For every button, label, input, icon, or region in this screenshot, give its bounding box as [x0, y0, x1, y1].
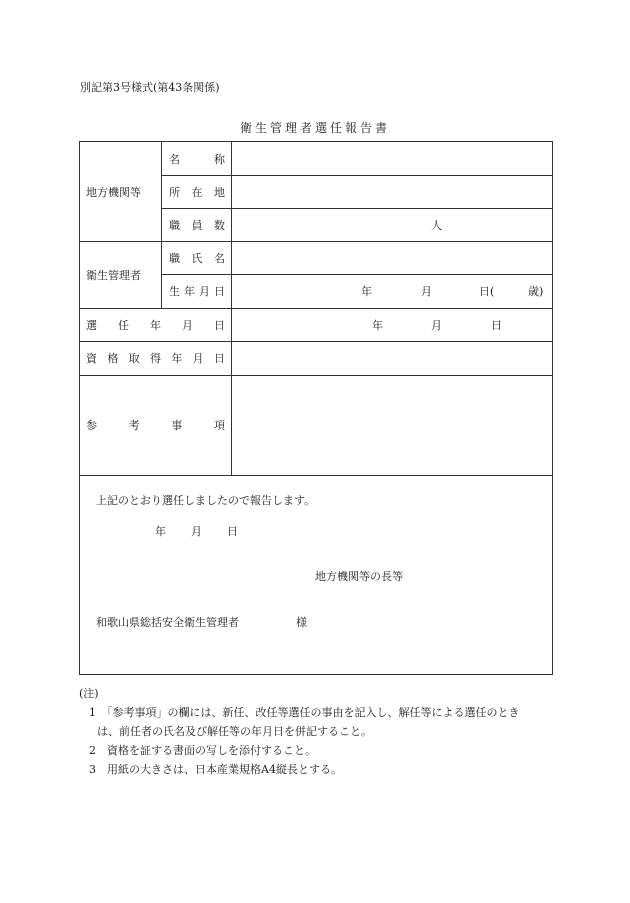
label-staff-count — [169, 208, 225, 241]
report-form — [79, 141, 553, 675]
label-char: 氏 — [191, 251, 203, 265]
label-address — [169, 175, 225, 208]
label-char: 選 — [86, 318, 97, 332]
recipient-honorific: 様 — [296, 616, 307, 629]
report-date-year: 年 — [155, 525, 166, 538]
label-char: 日 — [213, 352, 225, 365]
appoint-day: 日 — [491, 318, 502, 332]
birth-month: 月 — [421, 285, 432, 298]
label-reference — [86, 375, 225, 475]
label-char: 任 — [118, 318, 129, 332]
label-char: 数 — [214, 218, 225, 232]
label-char: 月 — [192, 352, 204, 365]
label-char: 月 — [199, 285, 210, 298]
label-char: 考 — [128, 419, 140, 432]
column-divider — [231, 142, 232, 475]
label-char: 所 — [169, 185, 180, 199]
label-char: 名 — [214, 251, 225, 265]
column-divider — [161, 142, 162, 308]
label-char: 地 — [214, 185, 225, 199]
report-date-month: 月 — [191, 525, 202, 538]
note-item-continuation: は、前任者の氏名及び解任等の年月日を併記すること。 — [97, 725, 372, 738]
label-char: 年 — [171, 352, 183, 365]
label-char: 資 — [86, 352, 97, 365]
label-char: 職 — [169, 218, 180, 232]
label-char: 員 — [191, 218, 203, 232]
sender-title: 地方機関等の長等 — [315, 570, 403, 583]
label-char: 職 — [169, 251, 180, 265]
label-char: 日 — [214, 318, 225, 332]
label-char: 参 — [86, 419, 97, 432]
label-appointment-date — [86, 308, 225, 341]
label-char: 得 — [149, 352, 161, 365]
form-number-header: 別記第3号様式(第43条関係) — [80, 81, 220, 94]
document-title: 衛生管理者選任報告書 — [239, 121, 390, 135]
label-char: 取 — [128, 352, 140, 365]
group-manager-label: 衛生管理者 — [86, 268, 141, 282]
report-statement: 上記のとおり選任しましたので報告します。 — [96, 494, 316, 507]
note-item: 2 資格を証する書面の写しを添付すること。 — [89, 744, 316, 757]
label-char: 在 — [191, 185, 203, 199]
note-item: 1 「参考事項」の欄には、新任、改任等選任の事由を記入し、解任等による選任のとき — [89, 706, 520, 719]
report-date-day: 日 — [227, 525, 238, 538]
label-name — [169, 142, 225, 175]
label-char: 格 — [107, 352, 119, 365]
birth-year: 年 — [361, 285, 372, 298]
label-char: 生 — [169, 285, 180, 298]
birth-age-unit: 歳) — [528, 285, 544, 298]
label-char: 年 — [184, 285, 195, 298]
notes-section — [79, 684, 559, 779]
note-item: 3 用紙の大きさは、日本産業規格A4縦長とする。 — [89, 763, 342, 776]
appoint-month: 月 — [431, 318, 442, 332]
label-char: 日 — [214, 285, 225, 298]
label-char: 事 — [171, 419, 183, 432]
label-qualification-date — [86, 341, 225, 375]
label-char: 月 — [182, 318, 193, 332]
label-char: 称 — [214, 152, 225, 166]
notes-heading: (注) — [79, 687, 99, 700]
appoint-year: 年 — [372, 318, 383, 332]
row-divider — [80, 475, 553, 476]
label-position-name — [169, 241, 225, 274]
label-char: 年 — [150, 318, 161, 332]
label-birth-date — [169, 274, 225, 308]
label-char: 名 — [169, 152, 180, 166]
group-local-label: 地方機関等 — [86, 185, 141, 199]
birth-day-age: 日( — [479, 285, 495, 298]
recipient-title: 和歌山県総括安全衛生管理者 — [96, 616, 239, 629]
staff-unit: 人 — [431, 218, 442, 232]
label-char: 項 — [213, 419, 225, 432]
